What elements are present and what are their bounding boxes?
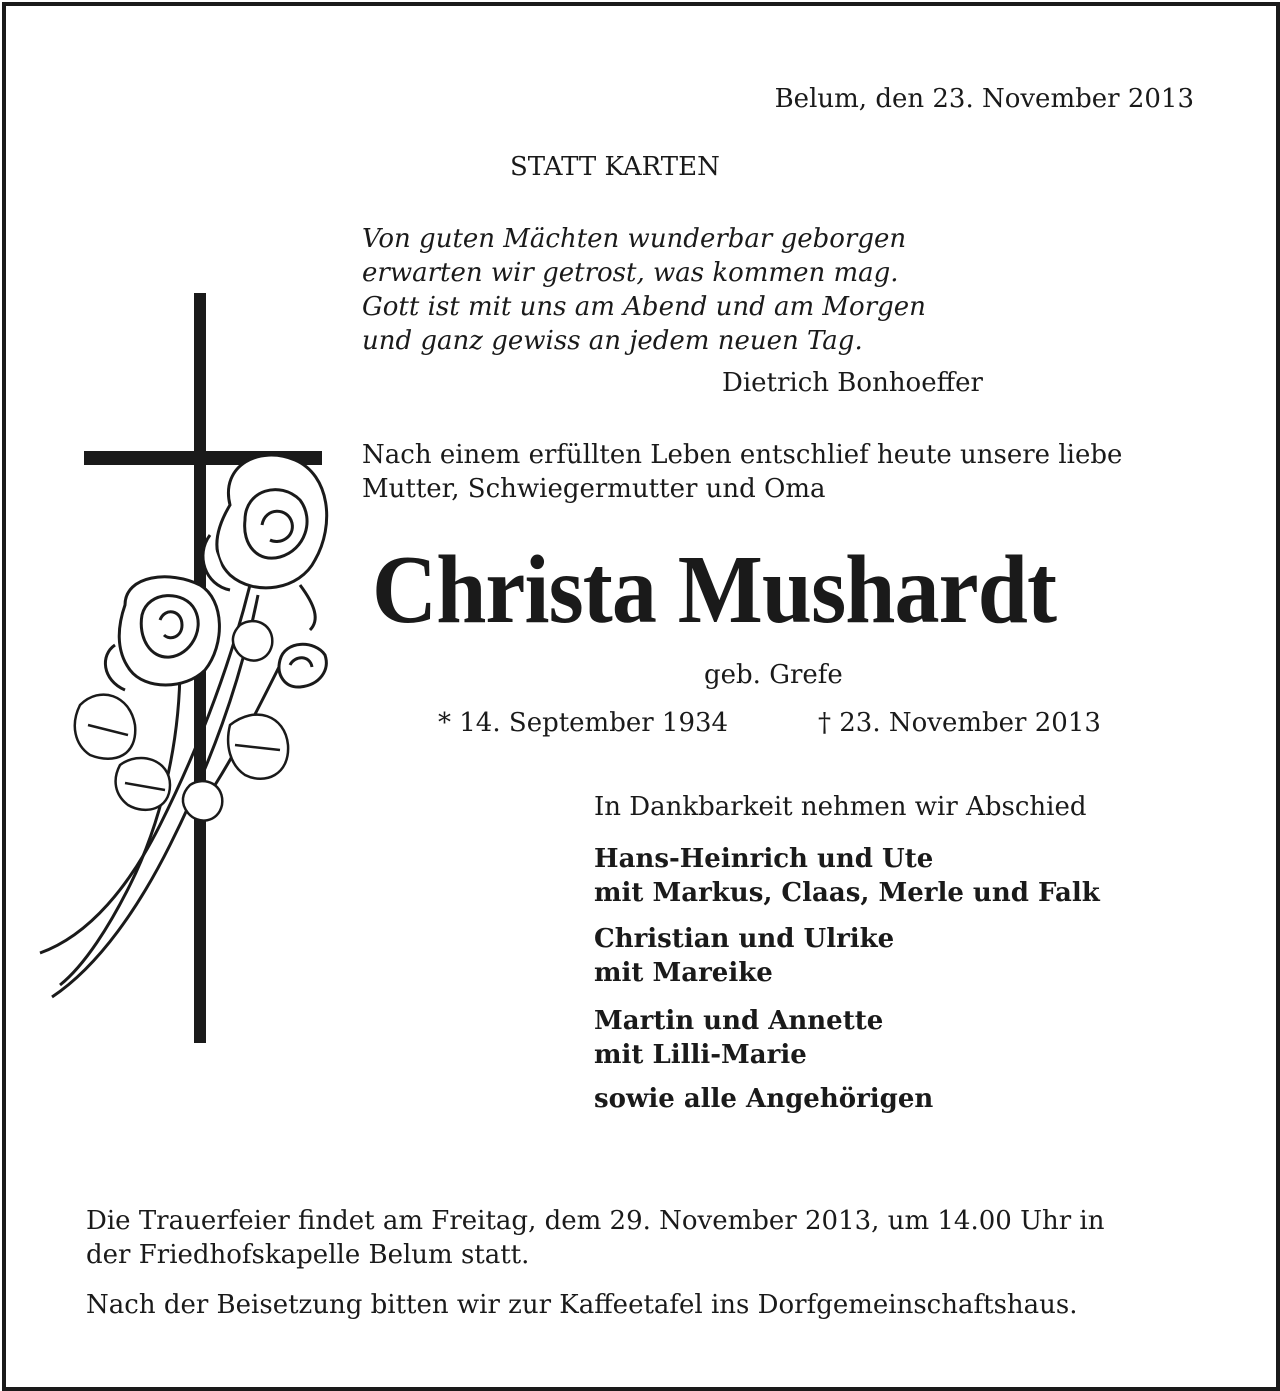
death-date: † 23. November 2013 [818,708,1101,738]
deceased-name: Christa Mushardt [372,536,1057,644]
funeral-info: Die Trauerfeier findet am Freitag, dem 29. November 2013, um 14.00 Uhr in [86,1206,1105,1236]
maiden-name: geb. Grefe [704,660,843,690]
funeral-info: der Friedhofskapelle Belum statt. [86,1240,530,1270]
place-date: Belum, den 23. November 2013 [774,84,1194,114]
mourner-line: Christian und Ulrike [594,924,895,954]
intro-line: Nach einem erfüllten Leben entschlief heute unsere liebe [362,440,1123,470]
mourners-intro: In Dankbarkeit nehmen wir Abschied [594,792,1087,822]
intro-line: Mutter, Schwiegermutter und Oma [362,474,826,504]
mourner-line: Hans-Heinrich und Ute [594,844,934,874]
mourner-line: mit Mareike [594,958,773,988]
statt-karten: STATT KARTEN [510,152,720,182]
poem-author: Dietrich Bonhoeffer [722,368,983,398]
birth-date: * 14. September 1934 [438,708,729,738]
mourners-closing: sowie alle Angehörigen [594,1084,934,1114]
mourner-line: mit Lilli-Marie [594,1040,807,1070]
mourner-line: mit Markus, Claas, Merle und Falk [594,878,1100,908]
poem-line: Von guten Mächten wunderbar geborgen [362,224,907,254]
poem-line: und ganz gewiss an jedem neuen Tag. [362,326,863,356]
poem-line: Gott ist mit uns am Abend und am Morgen [362,292,926,322]
mourner-line: Martin und Annette [594,1006,884,1036]
coffee-info: Nach der Beisetzung bitten wir zur Kaffeetafel ins Dorfgemeinschaftshaus. [86,1290,1078,1320]
poem-line: erwarten wir getrost, was kommen mag. [362,258,899,288]
cross-with-roses-icon [30,285,340,1055]
